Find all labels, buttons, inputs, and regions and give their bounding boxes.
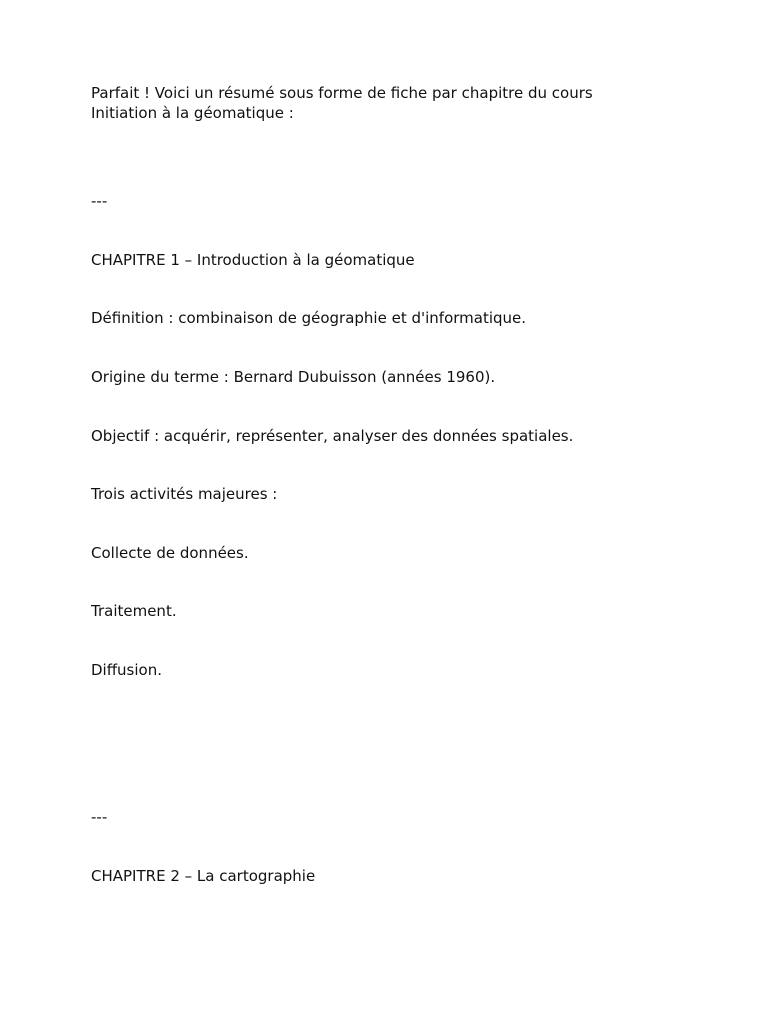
activity-item-diffusion: Diffusion. [91,661,162,679]
intro-line-1: Parfait ! Voici un résumé sous forme de fiche par chapitre du cours [91,84,593,102]
chapter-1-activities-heading: Trois activités majeures : [91,485,278,503]
chapter-1-title: CHAPITRE 1 – Introduction à la géomatique [91,251,415,269]
separator-2: --- [91,808,108,826]
activity-item-traitement: Traitement. [91,602,177,620]
chapter-1-objective: Objectif : acquérir, représenter, analyser des données spatiales. [91,427,574,445]
activity-item-collecte: Collecte de données. [91,544,249,562]
chapter-1-definition: Définition : combinaison de géographie et d'informatique. [91,309,527,327]
chapter-1-origin: Origine du terme : Bernard Dubuisson (années 1960). [91,368,496,386]
separator-1: --- [91,192,108,210]
chapter-2-title: CHAPITRE 2 – La cartographie [91,867,316,885]
intro-line-2: Initiation à la géomatique : [91,103,294,122]
intro-paragraph [91,84,691,123]
